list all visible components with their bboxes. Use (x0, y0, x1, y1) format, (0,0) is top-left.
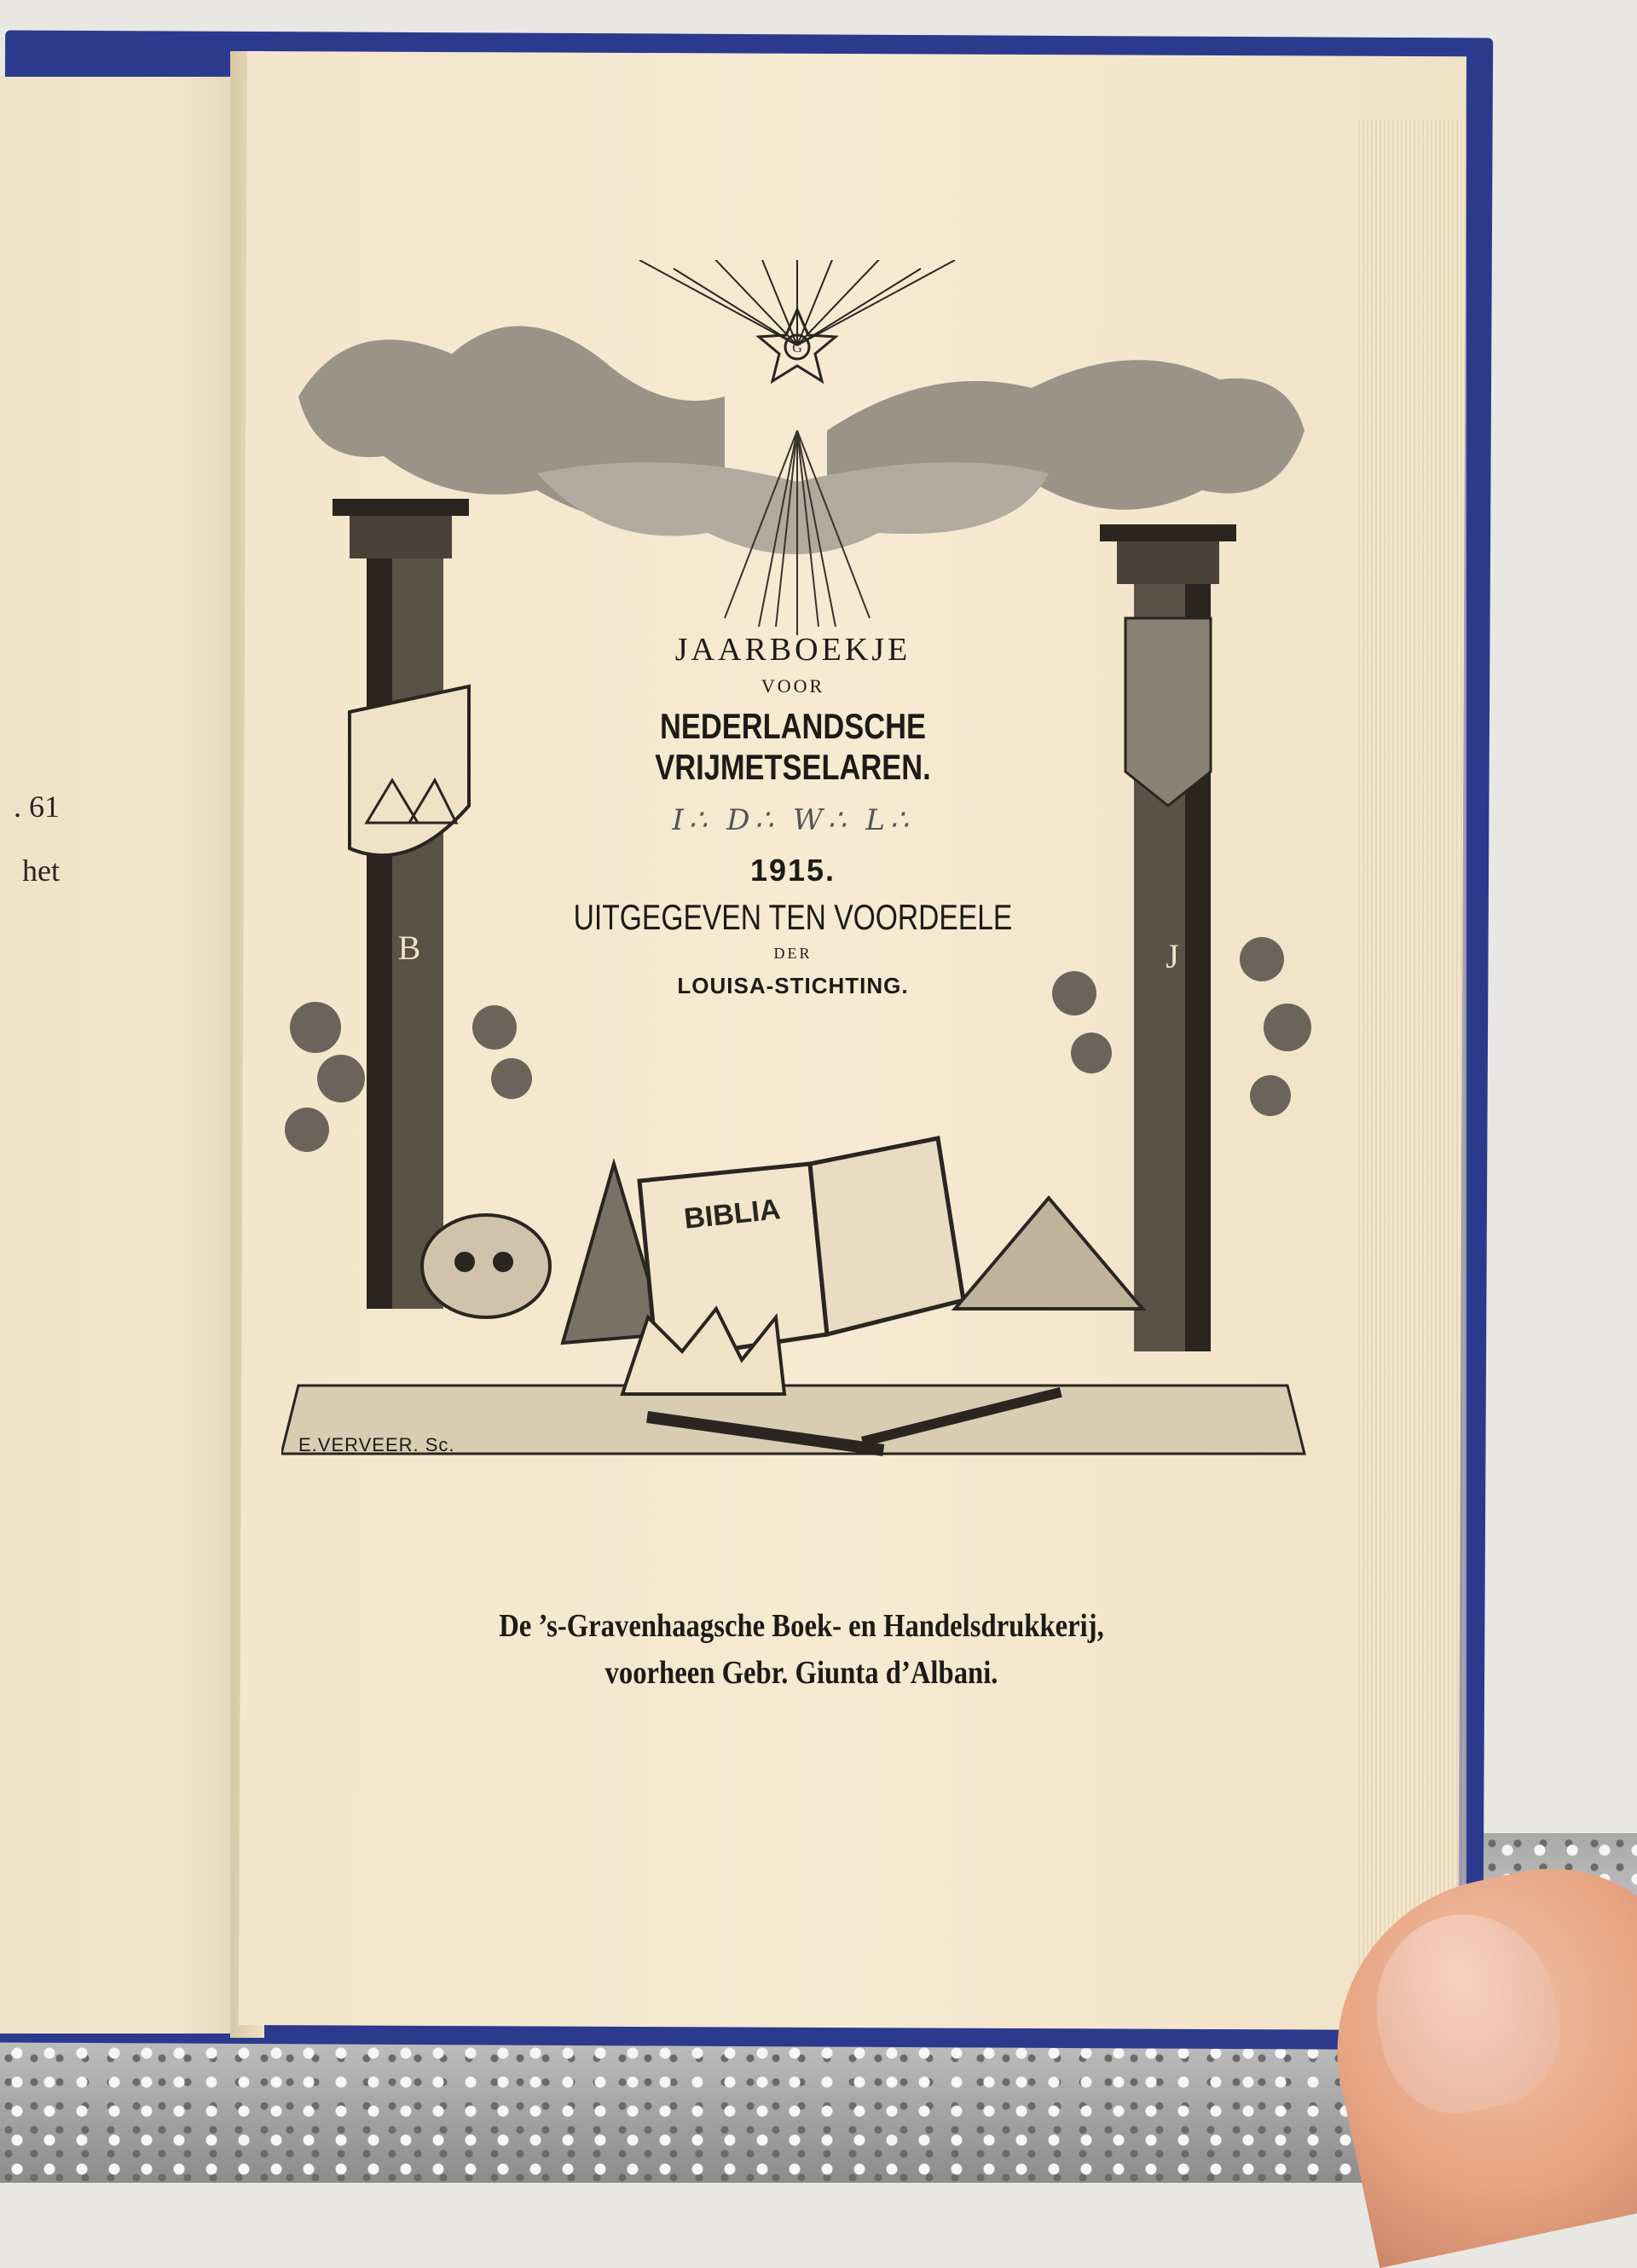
open-bible-icon (639, 1164, 827, 1360)
left-page-fragment: het (22, 853, 60, 888)
svg-text:B: B (397, 929, 421, 967)
imprint-line: De ’s-Gravenhaagsche Boek- en Handelsdrukkerij, (499, 1608, 1104, 1644)
year: 1915. (749, 853, 836, 888)
motto: I∴ D∴ W∴ L∴ (672, 803, 914, 837)
left-pillar-boaz (333, 499, 469, 1309)
svg-text:J: J (1166, 937, 1179, 975)
skull-icon (422, 1215, 550, 1317)
book-subtitle: NEDERLANDSCHE VRIJMETSELAREN. (655, 706, 931, 787)
engraver-signature: E.VERVEER. Sc. (298, 1434, 455, 1455)
right-pillar-jachin (1100, 524, 1236, 1351)
page-edges (1356, 119, 1466, 2021)
imprint-line: voorheen Gebr. Giunta d’Albani. (604, 1655, 998, 1692)
book-title: JAARBOEKJE (674, 632, 911, 668)
foundation-name: LOUISA-STICHTING. (677, 973, 909, 998)
title-block (512, 631, 1074, 999)
left-page (0, 77, 247, 2034)
publisher-imprint (401, 1603, 1202, 1697)
svg-text:BIBLIA: BIBLIA (682, 1193, 783, 1235)
square-compass-icon (955, 1198, 1142, 1309)
title-der: DER (773, 945, 813, 962)
left-page-fragment: . 61 (14, 790, 60, 824)
sun-rays (639, 260, 955, 345)
title-voor: VOOR (761, 675, 825, 697)
svg-text:G: G (792, 341, 802, 356)
published-note: UITGEGEVEN TEN VOORDEELE (573, 897, 1013, 937)
